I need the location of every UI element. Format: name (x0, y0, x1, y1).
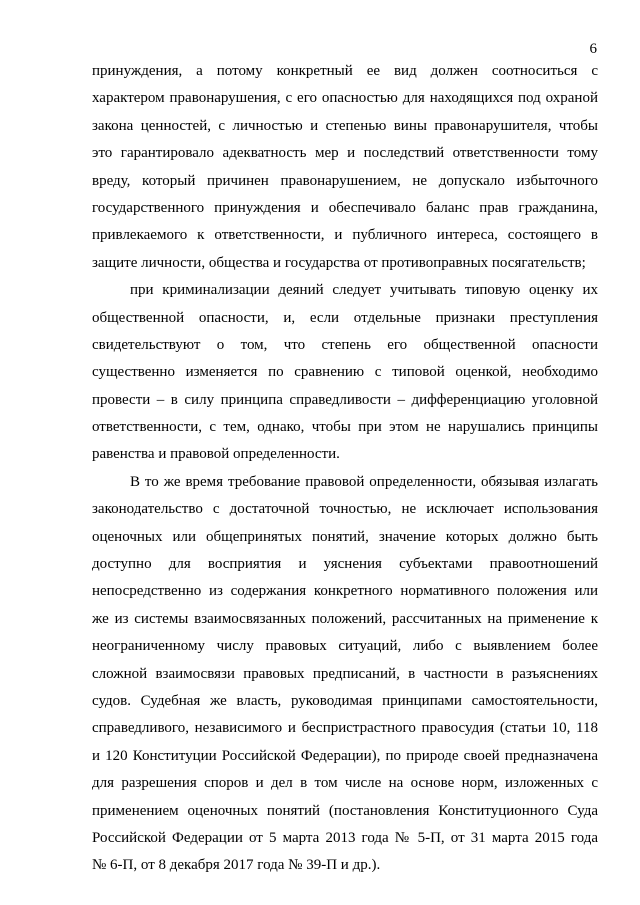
text-line: применением оценочных понятий (постановления Конституционного Суда (92, 802, 598, 819)
text-line: же из системы взаимосвязанных положений, рассчитанных на применение к (92, 610, 598, 627)
text-line: неограниченному числу правовых ситуаций, либо с выявлением более (92, 638, 598, 655)
text-line: существенно изменяется по сравнению с типовой оценкой, необходимо (92, 364, 598, 381)
text-line: В то же время требование правовой определенности, обязывая излагать (130, 473, 598, 490)
text-line: сложной взаимосвязи правовых предписаний, в частности в разъяснениях (92, 665, 598, 682)
text-line: общественной опасности, и, если отдельные признаки преступления (92, 309, 598, 326)
text-line: принуждения, а потому конкретный ее вид должен соотноситься с (92, 63, 598, 79)
text-line: это гарантировало адекватность мер и последствий ответственности тому (92, 145, 598, 162)
text-line: справедливого, независимого и беспристрастного правосудия (статьи 10, 118 (92, 720, 598, 737)
paragraph-3 (92, 469, 598, 880)
text-line: доступно для восприятия и уяснения субъектами правоотношений (92, 556, 598, 573)
text-line: привлекаемого к ответственности, и публичного интереса, состоящего в (92, 227, 598, 244)
text-line: Российской Федерации от 5 марта 2013 года № 5-П, от 31 марта 2015 года (92, 829, 598, 846)
paragraph-2 (92, 277, 598, 469)
text-line: защите личности, общества и государства от противоправных посягательств; (92, 254, 586, 271)
text-line: равенства и правовой определенности. (92, 446, 340, 463)
body-text (92, 58, 598, 880)
text-line: и 120 Конституции Российской Федерации), по природе своей предназначена (92, 747, 598, 764)
text-line: при криминализации деяний следует учитывать типовую оценку их (130, 282, 598, 299)
text-line: государственного принуждения и обеспечивало баланс прав гражданина, (92, 199, 598, 216)
page-number: 6 (589, 41, 597, 57)
text-line: свидетельствуют о том, что степень его общественной опасности (92, 336, 598, 353)
text-line: закона ценностей, с личностью и степенью вины правонарушителя, чтобы (92, 117, 598, 134)
text-line: провести – в силу принципа справедливости – дифференциацию уголовной (92, 391, 598, 408)
text-line: характером правонарушения, с его опасностью для находящихся под охраной (92, 90, 598, 107)
text-line: для разрешения споров и дел в том числе на основе норм, изложенных с (92, 775, 598, 792)
text-line: оценочных или общепринятых понятий, значение которых должно быть (92, 528, 598, 545)
text-line: ответственности, с тем, однако, чтобы при этом не нарушались принципы (92, 419, 598, 436)
text-line: непосредственно из содержания конкретного нормативного положения или (92, 583, 598, 600)
paragraph-1 (92, 58, 598, 277)
text-line: вреду, который причинен правонарушением, не допускало избыточного (92, 172, 598, 189)
text-line: судов. Судебная же власть, руководимая принципами самостоятельности, (92, 692, 598, 709)
text-line: № 6-П, от 8 декабря 2017 года № 39-П и др.). (92, 857, 381, 874)
text-line: законодательство с достаточной точностью, не исключает использования (92, 501, 598, 518)
